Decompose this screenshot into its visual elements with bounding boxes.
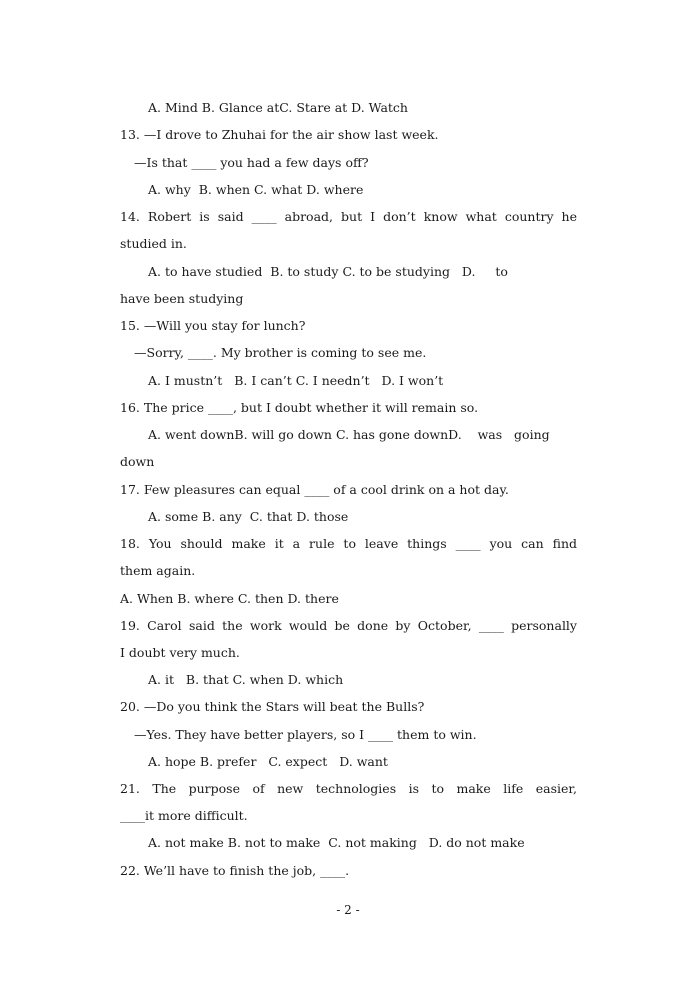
q13-options: A. why B. when C. what D. where: [148, 182, 364, 197]
q17-question: 17. Few pleasures can equal ____ of a cool drink on a hot day.: [120, 482, 509, 497]
q18-options: A. When B. where C. then D. there: [120, 591, 339, 606]
q16-question: 16. The price ____, but I doubt whether it will remain so.: [120, 400, 479, 415]
q16-options-cont: down: [120, 454, 155, 469]
q19-question-cont: I doubt very much.: [120, 645, 240, 660]
q12-options: A. Mind B. Glance atC. Stare at D. Watch: [148, 100, 408, 115]
q13-reply: —Is that ____ you had a few days off?: [134, 155, 369, 170]
q14-options: A. to have studied B. to study C. to be studying D. to: [148, 264, 508, 279]
q15-reply: —Sorry, ____. My brother is coming to see me.: [134, 345, 427, 360]
q19-question: 19. Carol said the work would be done by October, ____ personally: [120, 618, 577, 633]
q16-options: A. went downB. will go down C. has gone downD. was going: [148, 427, 550, 442]
q21-question-cont: ____it more difficult.: [120, 808, 248, 823]
q20-question: 20. —Do you think the Stars will beat the Bulls?: [120, 699, 425, 714]
q20-reply: —Yes. They have better players, so I ____ them to win.: [134, 727, 477, 742]
q14-question-cont: studied in.: [120, 236, 187, 251]
q21-question: 21. The purpose of new technologies is to make life easier,: [120, 781, 577, 796]
q17-options: A. some B. any C. that D. those: [148, 509, 349, 524]
q18-question: 18. You should make it a rule to leave things ____ you can find: [120, 536, 577, 551]
q13-question: 13. —I drove to Zhuhai for the air show last week.: [120, 127, 439, 142]
q22-question: 22. We’ll have to finish the job, ____.: [120, 863, 350, 878]
q20-options: A. hope B. prefer C. expect D. want: [148, 754, 388, 769]
q14-question: 14. Robert is said ____ abroad, but I don’t know what country he: [120, 209, 577, 224]
page-number: - 2 -: [336, 903, 360, 917]
q15-options: A. I mustn’t B. I can’t C. I needn’t D. I won’t: [148, 373, 444, 388]
q14-options-cont: have been studying: [120, 291, 244, 306]
q18-question-cont: them again.: [120, 563, 196, 578]
q21-options: A. not make B. not to make C. not making D. do not make: [148, 835, 525, 850]
q19-options: A. it B. that C. when D. which: [148, 672, 344, 687]
q15-question: 15. —Will you stay for lunch?: [120, 318, 306, 333]
